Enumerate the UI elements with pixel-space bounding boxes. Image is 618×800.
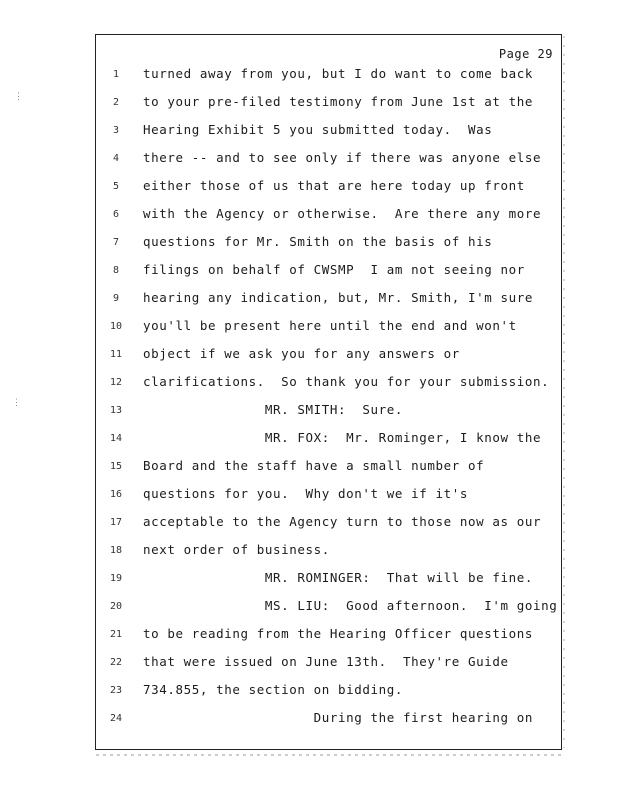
line-number: 19 bbox=[109, 573, 123, 584]
line-number: 15 bbox=[109, 461, 123, 472]
line-number: 11 bbox=[109, 349, 123, 360]
line-text: During the first hearing on bbox=[143, 710, 534, 725]
line-number: 23 bbox=[109, 685, 123, 696]
line-text: you'll be present here until the end and won't bbox=[143, 318, 517, 333]
line-number: 16 bbox=[109, 489, 123, 500]
line-number: 24 bbox=[109, 713, 123, 724]
line-text: hearing any indication, but, Mr. Smith, I'm sure bbox=[143, 290, 534, 305]
line-text: clarifications. So thank you for your submission. bbox=[143, 374, 550, 389]
line-text: to be reading from the Hearing Officer questions bbox=[143, 626, 534, 641]
line-text: MR. ROMINGER: That will be fine. bbox=[143, 570, 534, 585]
scan-speck: ⋮ bbox=[12, 398, 21, 408]
line-text: there -- and to see only if there was anyone else bbox=[143, 150, 542, 165]
scan-artifact-bottom bbox=[96, 754, 562, 756]
line-text: turned away from you, but I do want to come back bbox=[143, 66, 534, 81]
line-number: 6 bbox=[112, 209, 120, 220]
line-text: acceptable to the Agency turn to those now as our bbox=[143, 514, 542, 529]
line-number: 14 bbox=[109, 433, 123, 444]
line-number: 1 bbox=[112, 69, 120, 80]
line-text: MS. LIU: Good afternoon. I'm going bbox=[143, 598, 558, 613]
line-text: with the Agency or otherwise. Are there any more bbox=[143, 206, 542, 221]
line-number: 17 bbox=[109, 517, 123, 528]
line-text: next order of business. bbox=[143, 542, 330, 557]
line-number: 8 bbox=[112, 265, 120, 276]
line-number: 12 bbox=[109, 377, 123, 388]
line-number: 4 bbox=[112, 153, 120, 164]
line-text: to your pre-filed testimony from June 1st at the bbox=[143, 94, 534, 109]
line-number: 3 bbox=[112, 125, 120, 136]
line-number: 10 bbox=[109, 321, 123, 332]
line-text: object if we ask you for any answers or bbox=[143, 346, 460, 361]
line-number: 9 bbox=[112, 293, 120, 304]
line-text: 734.855, the section on bidding. bbox=[143, 682, 404, 697]
line-number: 7 bbox=[112, 237, 120, 248]
page-number: Page 29 bbox=[498, 47, 553, 61]
line-number: 2 bbox=[112, 97, 120, 108]
transcript-page bbox=[95, 34, 562, 750]
line-text: questions for you. Why don't we if it's bbox=[143, 486, 469, 501]
line-text: Hearing Exhibit 5 you submitted today. Was bbox=[143, 122, 493, 137]
line-number: 20 bbox=[109, 601, 123, 612]
line-number: 13 bbox=[109, 405, 123, 416]
line-text: Board and the staff have a small number of bbox=[143, 458, 485, 473]
line-text: that were issued on June 13th. They're Guide bbox=[143, 654, 509, 669]
line-number: 22 bbox=[109, 657, 123, 668]
line-number: 21 bbox=[109, 629, 123, 640]
line-text: MR. SMITH: Sure. bbox=[143, 402, 404, 417]
line-number: 18 bbox=[109, 545, 123, 556]
scan-speck: ⋮ bbox=[14, 92, 23, 102]
scan-artifact-right bbox=[563, 36, 565, 748]
line-text: either those of us that are here today up front bbox=[143, 178, 525, 193]
line-text: questions for Mr. Smith on the basis of his bbox=[143, 234, 493, 249]
line-text: filings on behalf of CWSMP I am not seeing nor bbox=[143, 262, 525, 277]
line-text: MR. FOX: Mr. Rominger, I know the bbox=[143, 430, 542, 445]
line-number: 5 bbox=[112, 181, 120, 192]
